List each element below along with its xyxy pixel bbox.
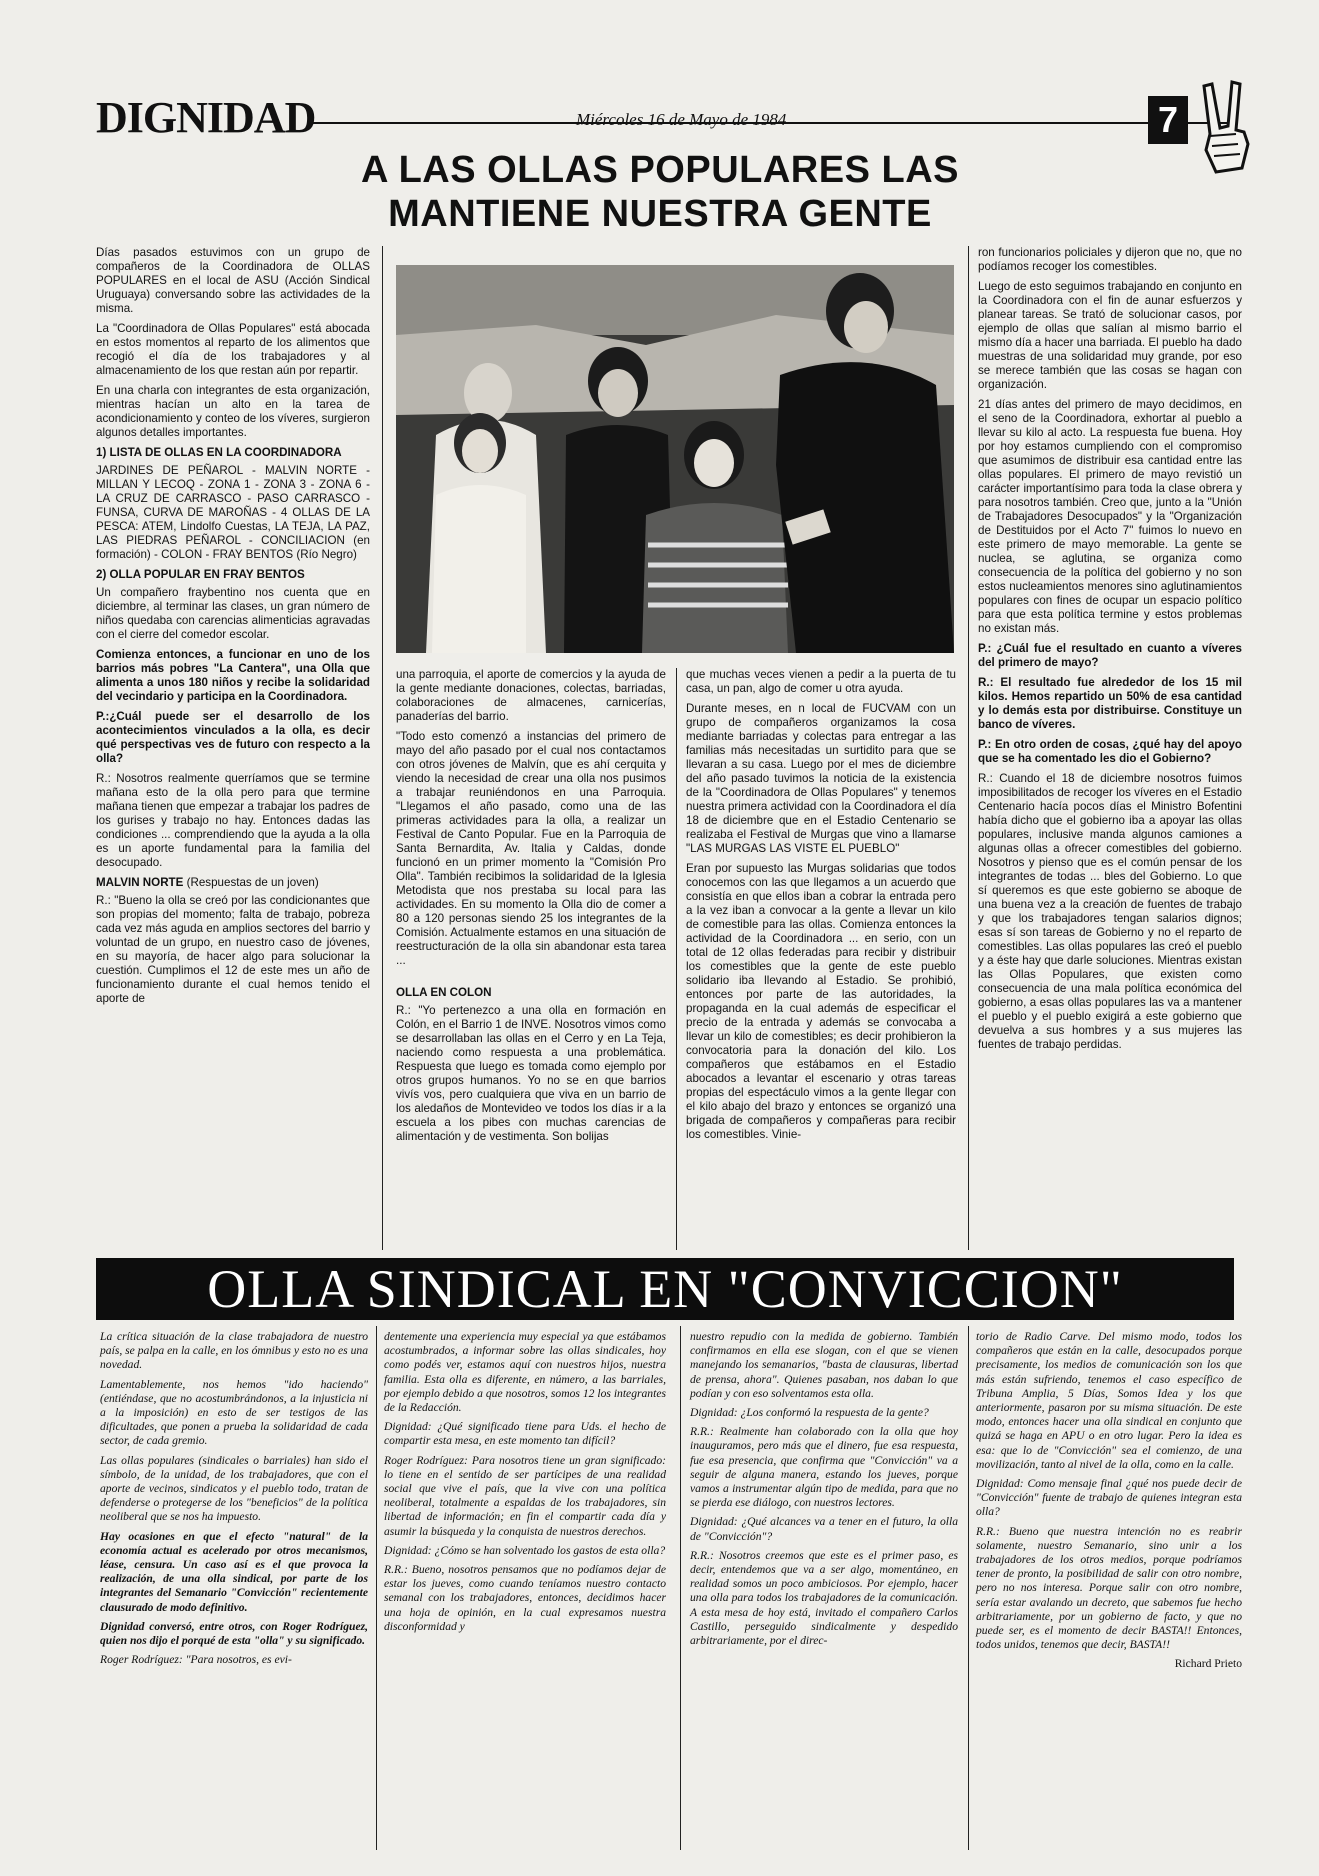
question-1: P.:¿Cuál puede ser el desarrollo de los acontecimientos vinculados a la olla, es decir qué perspectivas ves de futuro con respecto a la olla? <box>96 710 370 765</box>
section-banner: OLLA SINDICAL EN "CONVICCION" <box>96 1258 1234 1320</box>
section-heading-fray-bentos: 2) OLLA POPULAR EN FRAY BENTOS <box>96 568 305 581</box>
intro-paragraph-3: En una charla con integrantes de esta organización, mientras hacían un alto en la tarea de acondicionamiento y conteo de los víveres, surgieron algunos detalles importantes. <box>96 384 370 439</box>
malvin-heading-subtitle: (Respuestas de un joven) <box>186 876 319 889</box>
lower3-answer-1: R.R.: Realmente han colaborado con la olla que hoy inauguramos, pero más que el dinero, fue esa respuesta, fue esa presencia, que confirma que "Convicción" va a seguir de alguna manera, estando los jueves, porque vamos a instrumentar algún tipo de medida, para que no se pierda ese diálogo, con nuestros lectores. <box>690 1425 958 1510</box>
victory-hand-icon <box>1196 80 1256 180</box>
col4-answer-2: R.: Cuando el 18 de diciembre nosotros fuimos imposibilitados de recoger los víveres en el Estadio Centenario hacía pocos días el Ministro Bofentini había dicho que el gobierno iba a apoyar las ollas populares, inclusive manda algunos camiones a algunas ollas a ofrecer comestibles del gobierno. Nosotros y pienso que es el común pensar de los integrantes de todas ... bles del Gobierno. Lo que sí queremos es que este gobierno se aboque de una buena vez a la creación de fuentes de trabajo y que los trabajadores tengan salarios dignos; esas sí son tareas de Gobierno y no el reparto de comestibles. Las ollas populares las creó el pueblo y a éste hay que darle soluciones. Mientras existan las Ollas Populares, que existen como consecuencia de una mala política económica del gobierno, a esas ollas populares las va a mantener el pueblo y el pueblo exigirá a este gobierno que devuelva a sus hombres y a sus mujeres las fuentes de trabajo perdidas. <box>978 772 1242 1051</box>
column-divider-3 <box>968 246 969 1250</box>
fray-bentos-paragraph-2: Comienza entonces, a funcionar en uno de los barrios más pobres "La Cantera", una Olla que alimenta a unos 180 niños y recibe la solidaridad del vecindario y participa en la Coordinadora. <box>96 648 370 703</box>
col4-answer-1: R.: El resultado fue alrededor de los 15 mil kilos. Hemos repartido un 50% de esa cantidad y lo demás esta por distribuirse. Constituye un banco de víveres. <box>978 676 1242 731</box>
lower1-paragraph-3: Las ollas populares (sindicales o barriales) han sido el símbolo, de la unidad, de los trabajadores, que con el aporte de vecinos, sindicatos y el pueblo todo, tratan de defenderse o protegerse de los "beneficios" de la política neoliberal que se nos ha impuesto. <box>100 1453 368 1524</box>
lower4-paragraph-1: torio de Radio Carve. Del mismo modo, todos los compañeros que están en la calle, desocupados porque precisamente, los medios de comunicación son los que más están sufriendo, tenemos el caso específico de Tribuna Amplia, 5 Días, Somos Idea y los que anteriormente, pasaron por su misma situación. De este modo, entonces hacer una olla sindical en conjunto que quizá se haga en APU o en otro lugar. Pero la idea es esa: que lo de "Convicción" sea el comienzo, de una movilización, tanto al nivel de la olla, como en la calle. <box>976 1330 1242 1471</box>
lower-column-1 <box>100 1330 368 1672</box>
malvin-heading-title: MALVIN NORTE <box>96 876 184 889</box>
lower-column-4 <box>976 1330 1242 1677</box>
lower2-paragraph-1: dentemente una experiencia muy especial ya que estábamos acostumbrados, a informar sobre las ollas sindicales, hoy como podés ver, estamos aquí con nuestros hijos, nuestra familia. Esta olla es diferente, en número, a las barriales, por ejemplo debido a que nosotros, somos 12 los integrantes de la Redacción. <box>384 1330 666 1415</box>
lower-column-2 <box>384 1330 666 1639</box>
col4-question-2: P.: En otro orden de cosas, ¿qué hay del apoyo que se ha comentado les dio el Gobierno? <box>978 738 1242 765</box>
column-1 <box>96 246 370 1012</box>
lower1-paragraph-2: Lamentablemente, nos hemos "ido haciendo" (entiéndase, que no acostumbrándonos, a la injusticia ni a la imposición) en esto de ser testigos de las dificultades, que ponen a prueba la solidaridad de cada sector, de cada gremio. <box>100 1377 368 1448</box>
lower3-question-1: Dignidad: ¿Los conformó la respuesta de la gente? <box>690 1406 929 1420</box>
column-divider-1 <box>382 246 383 1250</box>
lower2-question-1: Dignidad: ¿Qué significado tiene para Uds. el hecho de compartir esta mesa, en este momento tan difícil? <box>384 1420 666 1448</box>
lower4-answer-1: R.R.: Bueno que nuestra intención no es reabrir solamente, nuestro Semanario, sino unir a los trabajadores de los otros medios, porque podríamos tener de pronto, la posibilidad de salir con otro nombre, pero no nos interesa. Porque salir con otro nombre, sería estar avalando un decreto, que sabemos fue hecho arbitrariamente, por un gobierno de facto, y que no puede ser, es el momento de decir BASTA!! Entonces, todos unidos, tenemos que decir, BASTA!! <box>976 1524 1242 1652</box>
col3-paragraph-3: Eran por supuesto las Murgas solidarias que todos conocemos con las que llegamos a un acuerdo que consistía en que ellos iban a cobrar la entrada pero a la vez iban a convocar a la gente a llevar un kilo de comestible para las ollas. Comienza entonces la actividad de la Coordinadora ... en serio, con un total de 12 ollas federadas para recibir y distribuir los comestibles que la gente de este pueblo solidario iba llevando al Estadio. Se prohibió, entonces por parte de las autoridades, la propaganda en la cual además de especificar el precio de la entrada y además se convocaba a llevar un kilo de comestibles; es decir prohibieron la convocatoria para la donación del kilo. Los compañeros que estábamos en el Estadio abocados a levantar el escenario y otras tareas propias del espectáculo vimos a la gente llegar con el kilo abajo del brazo y entonces se organizó una brigada de compañeros y compañeras para recibir los comestibles. Vinie- <box>686 862 956 1141</box>
lower2-question-2: Dignidad: ¿Cómo se han solventado los gastos de esta olla? <box>384 1543 666 1557</box>
column-divider-2 <box>676 668 677 1250</box>
fray-bentos-paragraph-1: Un compañero fraybentino nos cuenta que en diciembre, al terminar las clases, un gran número de niños quedaba con carencias alimenticias agravadas con el cierre del comedor escolar. <box>96 586 370 641</box>
col3-paragraph-2: Durante meses, en n local de FUCVAM con un grupo de compañeros organizamos la cosa mediante barriadas y colectas para entregar a las familias más necesitadas un surtidito para que se llevaran a su casa. Luego por el mes de diciembre del año pasado tuvimos la noticia de la existencia de la "Coordinadora de Ollas Populares" y tenemos nuestra primera actividad con la Coordinadora el día 18 de diciembre que en el Estadio Centenario se realizaba el Festival de Murgas que vino a llamarse "LAS MURGAS LAS VISTE EL PUEBLO" <box>686 702 956 855</box>
lower3-question-2: Dignidad: ¿Qué alcances va a tener en el futuro, la olla de "Convicción"? <box>690 1515 958 1543</box>
intro-paragraph-1: Días pasados estuvimos con un grupo de compañeros de la Coordinadora de OLLAS POPULARES en el local de ASU (Acción Sindical Uruguaya) conversando sobre las actividades de la misma. <box>96 246 370 315</box>
lower3-paragraph-1: nuestro repudio con la medida de gobierno. También confirmamos en ella ese slogan, con el que se vienen manejando los semanarios, "basta de clausuras, libertad de prensa, ahora". Quienes pasaban, nos daban lo que podían y con eso solventamos esta olla. <box>690 1330 958 1400</box>
olla-list: JARDINES DE PEÑAROL - MALVIN NORTE - MILLAN Y LECOQ - ZONA 1 - ZONA 3 - ZONA 6 - LA CRUZ DE CARRASCO - PASO CARRASCO - FUNSA, CURVA DE MAROÑAS - 4 OLLAS DE LA PESCA: ATEM, Lindolfo Cuestas, LA TEJA, LA PAZ, LAS PIEDRAS PEÑAROL - CONCILIACION (en formación) - COLON - FRAY BENTOS (Río Negro) <box>96 464 370 561</box>
group-photo <box>396 265 954 653</box>
column-3 <box>686 668 956 1148</box>
col2-paragraph-1: una parroquia, el aporte de comercios y la ayuda de la gente mediante donaciones, colectas, barriadas, colaboraciones de almacenes, carnicerías, panaderías del barrio. <box>396 668 666 723</box>
intro-paragraph-2: La "Coordinadora de Ollas Populares" está abocada en estos momentos al reparto de los alimentos que recogió el día de los trabajadores y al almacenamiento de los que restan aún por repartir. <box>96 322 370 377</box>
section-heading-list: 1) LISTA DE OLLAS EN LA COORDINADORA <box>96 446 342 459</box>
lower-divider-1 <box>376 1326 377 1850</box>
author-signature: Richard Prieto <box>1174 1657 1242 1671</box>
main-headline <box>300 148 1020 236</box>
malvin-answer: R.: "Bueno la olla se creó por las condicionantes que son propias del momento; falta de trabajo, pobreza cada vez más aguda en amplios sectores del barrio y voluntad de un grupo, en nuestro caso de jóvenes, en su mayoría, de hacer algo para solucionar la cuestión. Cumplimos el 12 de este mes un año de funcionamiento durante el cual hemos tenido el aporte de <box>96 894 370 1005</box>
page-number: 7 <box>1148 96 1188 144</box>
headline-line-2: MANTIENE NUESTRA GENTE <box>388 193 932 235</box>
issue-date: Miércoles 16 de Mayo de 1984 <box>576 110 787 129</box>
column-4 <box>978 246 1242 1058</box>
answer-1: R.: Nosotros realmente querríamos que se termine mañana esto de la olla pero para que termine mañana tienen que empezar a trabajar los padres de los gurises y trabajo no hay. Entonces dadas las condiciones ... comprendiendo que la ayuda a la olla es un aporte fundamental para la familia del desocupado. <box>96 772 370 869</box>
lower3-answer-2: R.R.: Nosotros creemos que este es el primer paso, es decir, entendemos que va a ser algo, momentáneo, en realidad somos un poco ambiciosos. Por ejemplo, hacer una olla para todos los trabajadores de la comunicación. A esta mesa de hoy está, invitado el compañero Carlos Castillo, perseguido sindicalmente y despedido arbitrariamente, por el direc- <box>690 1548 958 1648</box>
col4-paragraph-3: 21 días antes del primero de mayo decidimos, en el seno de la Coordinadora, exhortar al pueblo a llevar su kilo al acto. La respuesta fue buena. Hoy por hoy estamos cumpliendo con el compromiso que asumimos de distribuir esa cantidad entre las ollas populares. El primero de mayo revistió un carácter importantísimo para toda la clase obrera y para nosotros también. Creo que, junto a la "Unión de Trabajadores Desocupados" y la "Organización de Destituidos por el Acto 7" fuimos lo nuevo en este primero de mayo memorable. La gente se nuclea, se aglutina, se organiza como consecuencia de la política del gobierno y no son estos nucleamientos menores sino aglutinamientos populares con fines de ocupar un espacio político para que esta política termine y estos problemas no existan más. <box>978 398 1242 635</box>
col4-paragraph-2: Luego de esto seguimos trabajando en conjunto en la Coordinadora con el fin de aunar esfuerzos y planear tareas. Se trató de solucionar casos, por ejemplo de ollas que salían al mismo barrio el mismo día a hacer una barriada. El pueblo ha dado muestras de una solidaridad muy grande, por eso se merece también que las cosas se hagan con organización. <box>978 280 1242 391</box>
column-2 <box>396 668 666 1150</box>
lower1-paragraph-4: Hay ocasiones en que el efecto "natural" de la economía actual es acelerado por otros mecanismos, léase, censura. Un caso así es el que provoca la realización, de una olla sindical, por parte de los integrantes del Semanario "Convicción" recientemente clausurado de modo definitivo. <box>100 1529 368 1614</box>
lower1-paragraph-5: Dignidad conversó, entre otros, con Roger Rodríguez, quien nos dijo el porqué de esta "olla" y su significado. <box>100 1619 368 1648</box>
masthead <box>96 88 1236 142</box>
lower4-question-1: Dignidad: Como mensaje final ¿qué nos puede decir de "Convicción" fuente de trabajo de quienes integran esta olla? <box>976 1477 1242 1519</box>
lower-divider-2 <box>680 1326 681 1850</box>
col2-paragraph-2: "Todo esto comenzó a instancias del primero de mayo del año pasado por el cual nos contactamos con otros jóvenes de Malvín, que es ahí cerquita y viendo la necesidad de crear una olla nos pusimos a trabajar reuniéndonos en una Parroquia. "Llegamos el año pasado, como una de las primeras actividades para la olla, a realizar un Festival de Canto Popular. Fue en la Parroquia de Santa Bernardita, Av. Italia y Caldas, donde funcionó en un primer momento la "Comisión Pro Olla". También recibimos la solidaridad de la Iglesia Metodista que nos prestaba su local para las actividades. En su momento la Olla dio de comer a 80 a 120 personas siendo 25 los integrantes de la Comisión. Actualmente estamos en una situación de reestructuración de la olla sin abandonar esta tarea ... <box>396 730 666 967</box>
lower2-answer-2: R.R.: Bueno, nosotros pensamos que no podíamos dejar de estar los jueves, como cuando teníamos nuestro contacto semanal con los trabajadores, entonces, decidimos hacer una hoja de opinión, en la cual expresamos nuestra disconformidad y <box>384 1563 666 1633</box>
lower-divider-3 <box>968 1326 969 1850</box>
colon-answer: R.: "Yo pertenezco a una olla en formación en Colón, en el Barrio 1 de INVE. Nosotros vimos como se desarrollaban las ollas en el Cerro y en La Teja, naciendo como respuesta a una problemática. Respuesta que luego es tomada como ejemplo por otros grupos humanos. Yo no se en que barrios vivís vos, pero cualquiera que viva en un barrio de los aledaños de Montevideo ve todos los días ir a la escuela a los pibes con muchas carencias de alimentación y de vestimenta. Son bolijas <box>396 1004 666 1143</box>
section-heading-malvin <box>96 876 370 890</box>
lower-column-3 <box>690 1330 958 1653</box>
headline-line-1: A LAS OLLAS POPULARES LAS <box>360 149 959 191</box>
col4-paragraph-1: ron funcionarios policiales y dijeron que no, que no podíamos recoger los comestibles. <box>978 246 1242 273</box>
lower2-answer-1: Roger Rodríguez: Para nosotros tiene un gran significado: lo tiene en el sentido de ser partícipes de una realidad social que vive el país, que la vive con una política neoliberal, totalmente a espaldas de los trabajadores, sin libertad de información; en fin el compartir cada día y asumir la búsqueda y la conquista de nuestros derechos. <box>384 1453 666 1538</box>
publication-logo: DIGNIDAD <box>96 93 316 142</box>
col4-question-1: P.: ¿Cuál fue el resultado en cuanto a víveres del primero de mayo? <box>978 642 1242 669</box>
section-heading-colon: OLLA EN COLON <box>396 986 492 999</box>
photo-image <box>396 265 954 653</box>
lower1-paragraph-6: Roger Rodríguez: "Para nosotros, es evi- <box>100 1653 292 1667</box>
lower1-paragraph-1: La crítica situación de la clase trabajadora de nuestro país, se palpa en la calle, en los ómnibus y esto no es una novedad. <box>100 1330 368 1372</box>
col3-paragraph-1: que muchas veces vienen a pedir a la puerta de tu casa, un pan, algo de comer u otra ayuda. <box>686 668 956 695</box>
